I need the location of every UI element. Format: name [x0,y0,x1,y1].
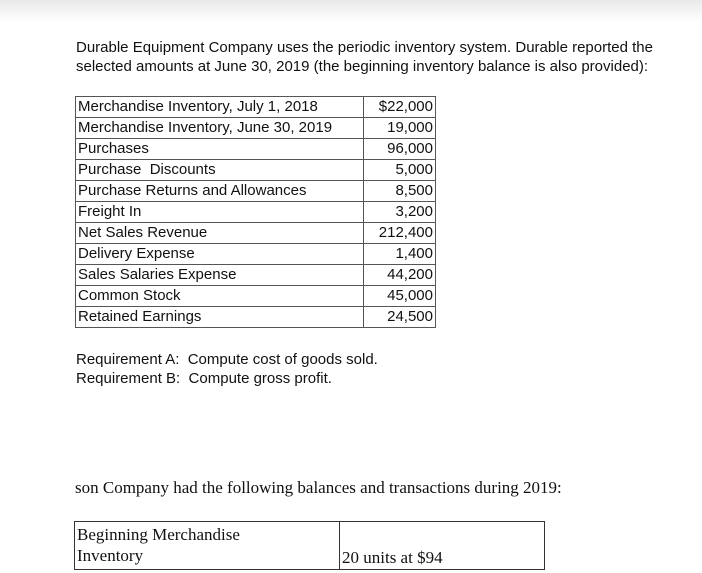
balance-label: Sales Salaries Expense [76,265,364,286]
table-row [75,522,545,570]
requirement-b: Requirement B: Compute gross profit. [76,370,332,387]
balance-label: Purchases [76,139,364,160]
table-row [76,97,436,118]
balance-label: Merchandise Inventory, July 1, 2018 [76,97,364,118]
inventory-label-line-2: Inventory [77,546,144,565]
balance-label: Retained Earnings [76,307,364,328]
intro-line-2: selected amounts at June 30, 2019 (the beginning inventory balance is also provided): [76,58,649,75]
balance-amount: 44,200 [364,265,436,286]
balance-amount: 96,000 [364,139,436,160]
requirements [76,350,378,388]
inventory-label-line-1: Beginning Merchandise [77,525,240,544]
balance-amount: 45,000 [364,286,436,307]
balance-label: Purchase Returns and Allowances [76,181,364,202]
balance-amount: $22,000 [364,97,436,118]
inventory-label [75,522,340,570]
balance-label: Purchase Discounts [76,160,364,181]
second-problem-intro: son Company had the following balances and transactions during 2019: [75,478,562,497]
balance-amount: 1,400 [364,244,436,265]
balance-amount: 24,500 [364,307,436,328]
table-row [76,118,436,139]
balance-label: Merchandise Inventory, June 30, 2019 [76,118,364,139]
balance-label: Net Sales Revenue [76,223,364,244]
inventory-units-table [74,521,545,570]
intro-line-1: Durable Equipment Company uses the periodic inventory system. Durable reported the [76,39,653,56]
table-row [76,265,436,286]
table-row [76,181,436,202]
table-row [76,202,436,223]
table-row [76,307,436,328]
problem-intro [76,38,702,76]
top-shade [0,0,702,22]
balance-label: Common Stock [76,286,364,307]
balance-amount: 5,000 [364,160,436,181]
table-row [76,139,436,160]
balance-amount: 212,400 [364,223,436,244]
inventory-value: 20 units at $94 [340,522,545,570]
balances-table [75,96,436,328]
balance-label: Delivery Expense [76,244,364,265]
table-row [76,223,436,244]
balance-amount: 3,200 [364,202,436,223]
balance-amount: 8,500 [364,181,436,202]
requirement-a: Requirement A: Compute cost of goods sold. [76,351,378,368]
table-row [76,286,436,307]
table-row [76,244,436,265]
balance-amount: 19,000 [364,118,436,139]
balance-label: Freight In [76,202,364,223]
table-row [76,160,436,181]
